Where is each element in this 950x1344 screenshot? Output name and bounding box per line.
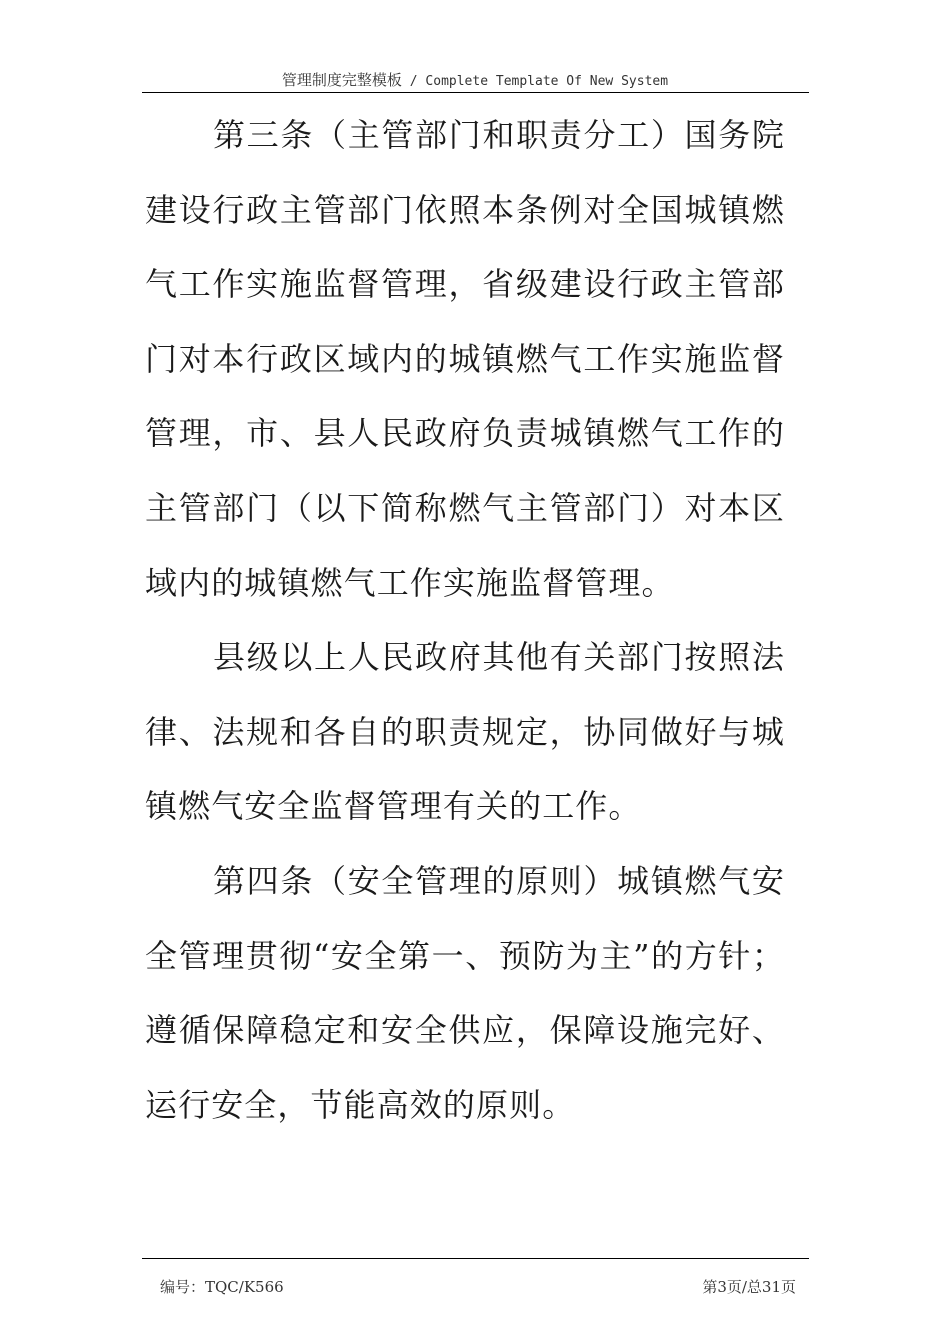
document-number: 编号：TQC/K566 bbox=[160, 1278, 284, 1296]
footer-divider bbox=[142, 1258, 809, 1259]
paragraph-other-departments: 县级以上人民政府其他有关部门按照法律、法规和各自的职责规定，协同做好与城镇燃气安全监督管理有关的工作。 bbox=[145, 638, 785, 826]
page-header bbox=[0, 70, 950, 92]
header-title-cn: 管理制度完整模板 bbox=[281, 71, 402, 89]
header-divider bbox=[142, 92, 809, 93]
paragraph-article-4: 第四条（安全管理的原则）城镇燃气安全管理贯彻“安全第一、预防为主”的方针；遵循保障稳定和安全供应，保障设施完好、运行安全，节能高效的原则。 bbox=[145, 861, 785, 1124]
paragraph-article-3: 第三条（主管部门和职责分工）国务院建设行政主管部门依照本条例对全国城镇燃气工作实施监督管理，省级建设行政主管部门对本行政区域内的城镇燃气工作实施监督管理，市、县人民政府负责城镇燃气工作的主管部门（以下简称燃气主管部门）对本区域内的城镇燃气工作实施监督管理。 bbox=[145, 116, 785, 602]
header-separator: / bbox=[401, 74, 426, 89]
document-body bbox=[145, 98, 785, 1142]
header-title-en: Complete Template Of New System bbox=[425, 74, 669, 89]
page-indicator: 第3页/总31页 bbox=[702, 1278, 796, 1296]
